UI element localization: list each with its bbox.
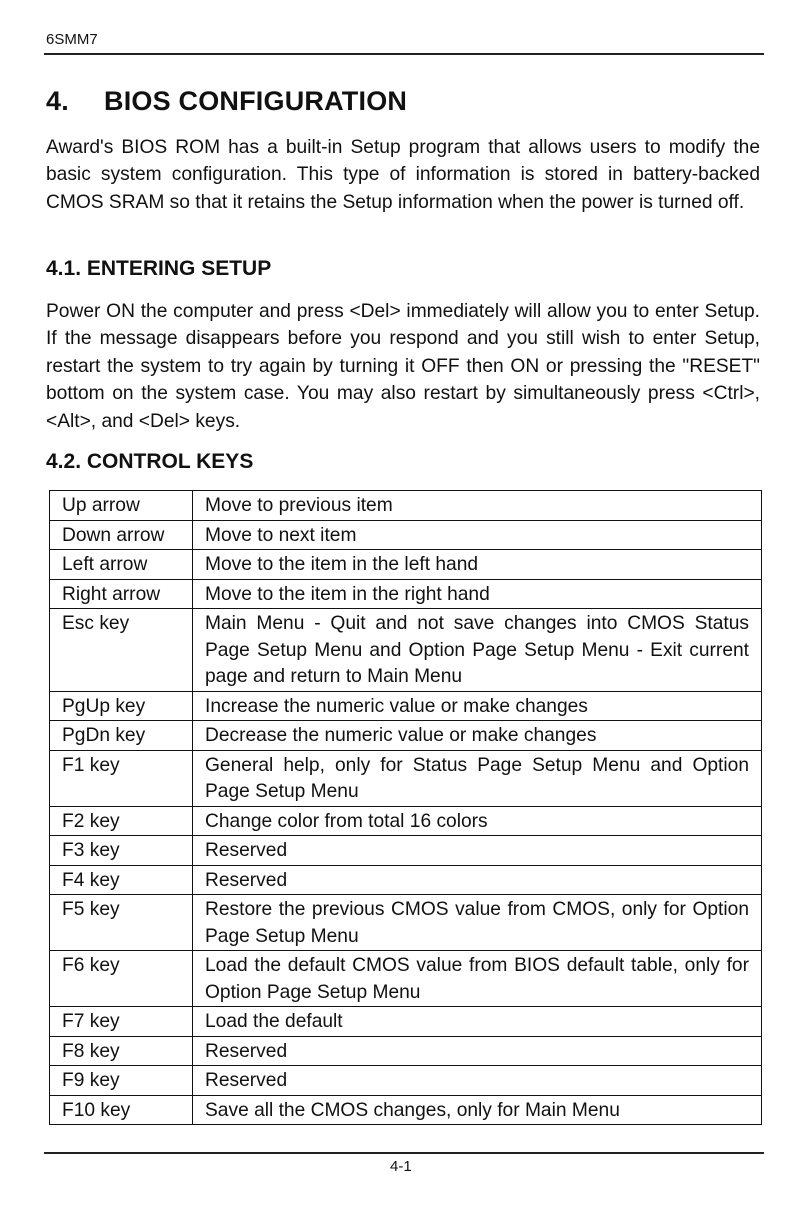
table-row [50, 579, 762, 609]
table-row [50, 520, 762, 550]
description-cell: Load the default CMOS value from BIOS default table, only for Option Page Setup Menu [193, 951, 762, 1007]
description-cell: Reserved [193, 836, 762, 866]
key-cell: F2 key [50, 806, 193, 836]
key-cell: F7 key [50, 1007, 193, 1037]
description-cell: Reserved [193, 865, 762, 895]
description-cell: Move to the item in the left hand [193, 550, 762, 580]
footer-divider [44, 1152, 764, 1154]
key-cell: Up arrow [50, 491, 193, 521]
table-row [50, 1007, 762, 1037]
key-cell: PgUp key [50, 691, 193, 721]
key-cell: F6 key [50, 951, 193, 1007]
chapter-title-text: BIOS CONFIGURATION [104, 86, 408, 116]
control-keys-table [49, 490, 762, 1125]
table-row [50, 1095, 762, 1125]
key-cell: PgDn key [50, 721, 193, 751]
table-row [50, 491, 762, 521]
description-cell: Restore the previous CMOS value from CMOS, only for Option Page Setup Menu [193, 895, 762, 951]
description-cell: Main Menu - Quit and not save changes into CMOS Status Page Setup Menu and Option Page Setup Menu - Exit current page and return to Main Menu [193, 609, 762, 692]
description-cell: Change color from total 16 colors [193, 806, 762, 836]
table-row [50, 750, 762, 806]
key-cell: F5 key [50, 895, 193, 951]
description-cell: Increase the numeric value or make changes [193, 691, 762, 721]
chapter-number: 4. [46, 86, 69, 116]
key-cell: Right arrow [50, 579, 193, 609]
table-row [50, 691, 762, 721]
table-row [50, 1036, 762, 1066]
key-cell: F10 key [50, 1095, 193, 1125]
description-cell: General help, only for Status Page Setup Menu and Option Page Setup Menu [193, 750, 762, 806]
description-cell: Move to next item [193, 520, 762, 550]
description-cell: Reserved [193, 1066, 762, 1096]
key-cell: Down arrow [50, 520, 193, 550]
chapter-title [46, 86, 407, 117]
table-row [50, 721, 762, 751]
key-cell: Esc key [50, 609, 193, 692]
description-cell: Reserved [193, 1036, 762, 1066]
header-divider [44, 53, 764, 55]
key-cell: F3 key [50, 836, 193, 866]
key-cell: F8 key [50, 1036, 193, 1066]
key-cell: F4 key [50, 865, 193, 895]
intro-paragraph: Award's BIOS ROM has a built-in Setup program that allows users to modify the basic system configuration. This type of information is stored in battery-backed CMOS SRAM so that it retains the Setup information when the power is turned off. [46, 137, 760, 213]
key-cell: F1 key [50, 750, 193, 806]
table-row [50, 806, 762, 836]
table-row [50, 550, 762, 580]
key-cell: F9 key [50, 1066, 193, 1096]
description-cell: Save all the CMOS changes, only for Main Menu [193, 1095, 762, 1125]
control-keys-heading: 4.2. CONTROL KEYS [46, 450, 254, 473]
description-cell: Move to previous item [193, 491, 762, 521]
running-header: 6SMM7 [46, 31, 98, 48]
description-cell: Load the default [193, 1007, 762, 1037]
table-row [50, 1066, 762, 1096]
entering-setup-heading: 4.1. ENTERING SETUP [46, 257, 272, 280]
table-row [50, 895, 762, 951]
description-cell: Decrease the numeric value or make changes [193, 721, 762, 751]
table-row [50, 951, 762, 1007]
page-number: 4-1 [390, 1158, 412, 1175]
description-cell: Move to the item in the right hand [193, 579, 762, 609]
entering-setup-paragraph: Power ON the computer and press <Del> immediately will allow you to enter Setup. If the message disappears before you respond and you still wish to enter Setup, restart the system to try again by turning it OFF then ON or pressing the "RESET" bottom on the system case. You may also restart by simultaneously press <Ctrl>, <Alt>, and <Del> keys. [46, 301, 760, 432]
table-row [50, 865, 762, 895]
key-cell: Left arrow [50, 550, 193, 580]
table-row [50, 836, 762, 866]
table-row [50, 609, 762, 692]
